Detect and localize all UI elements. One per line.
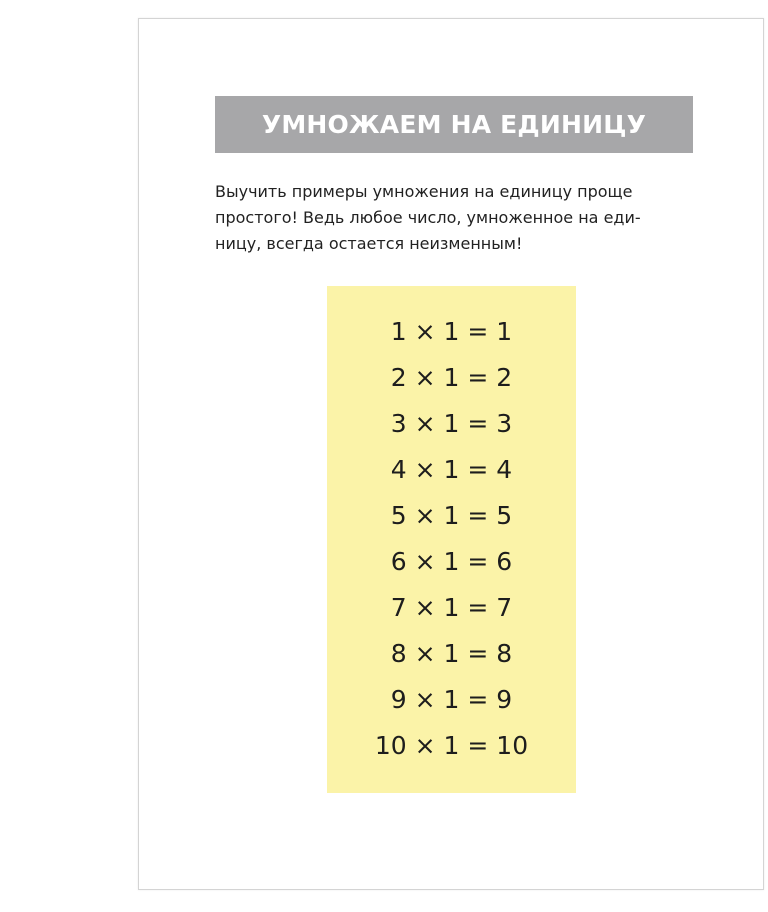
multiplication-table	[327, 286, 576, 793]
intro-line: ницу, всегда остается неизменным!	[215, 234, 523, 253]
intro-line: простого! Ведь любое число, умноженное на еди-	[215, 208, 641, 227]
table-row: 8 × 1 = 8	[390, 639, 513, 668]
table-row: 4 × 1 = 4	[390, 455, 513, 484]
intro-paragraph	[215, 179, 705, 257]
table-row: 2 × 1 = 2	[390, 363, 513, 392]
page-title: УМНОЖАЕМ НА ЕДИНИЦУ	[261, 110, 647, 139]
table-row: 3 × 1 = 3	[390, 409, 513, 438]
table-row: 7 × 1 = 7	[390, 593, 513, 622]
intro-line: Выучить примеры умножения на единицу проще	[215, 182, 633, 201]
title-bar	[215, 96, 693, 153]
table-row: 1 × 1 = 1	[390, 317, 513, 346]
table-row: 9 × 1 = 9	[390, 685, 513, 714]
book-page	[138, 18, 764, 890]
table-row: 6 × 1 = 6	[390, 547, 513, 576]
table-row: 10 × 1 = 10	[374, 731, 529, 760]
table-row: 5 × 1 = 5	[390, 501, 513, 530]
